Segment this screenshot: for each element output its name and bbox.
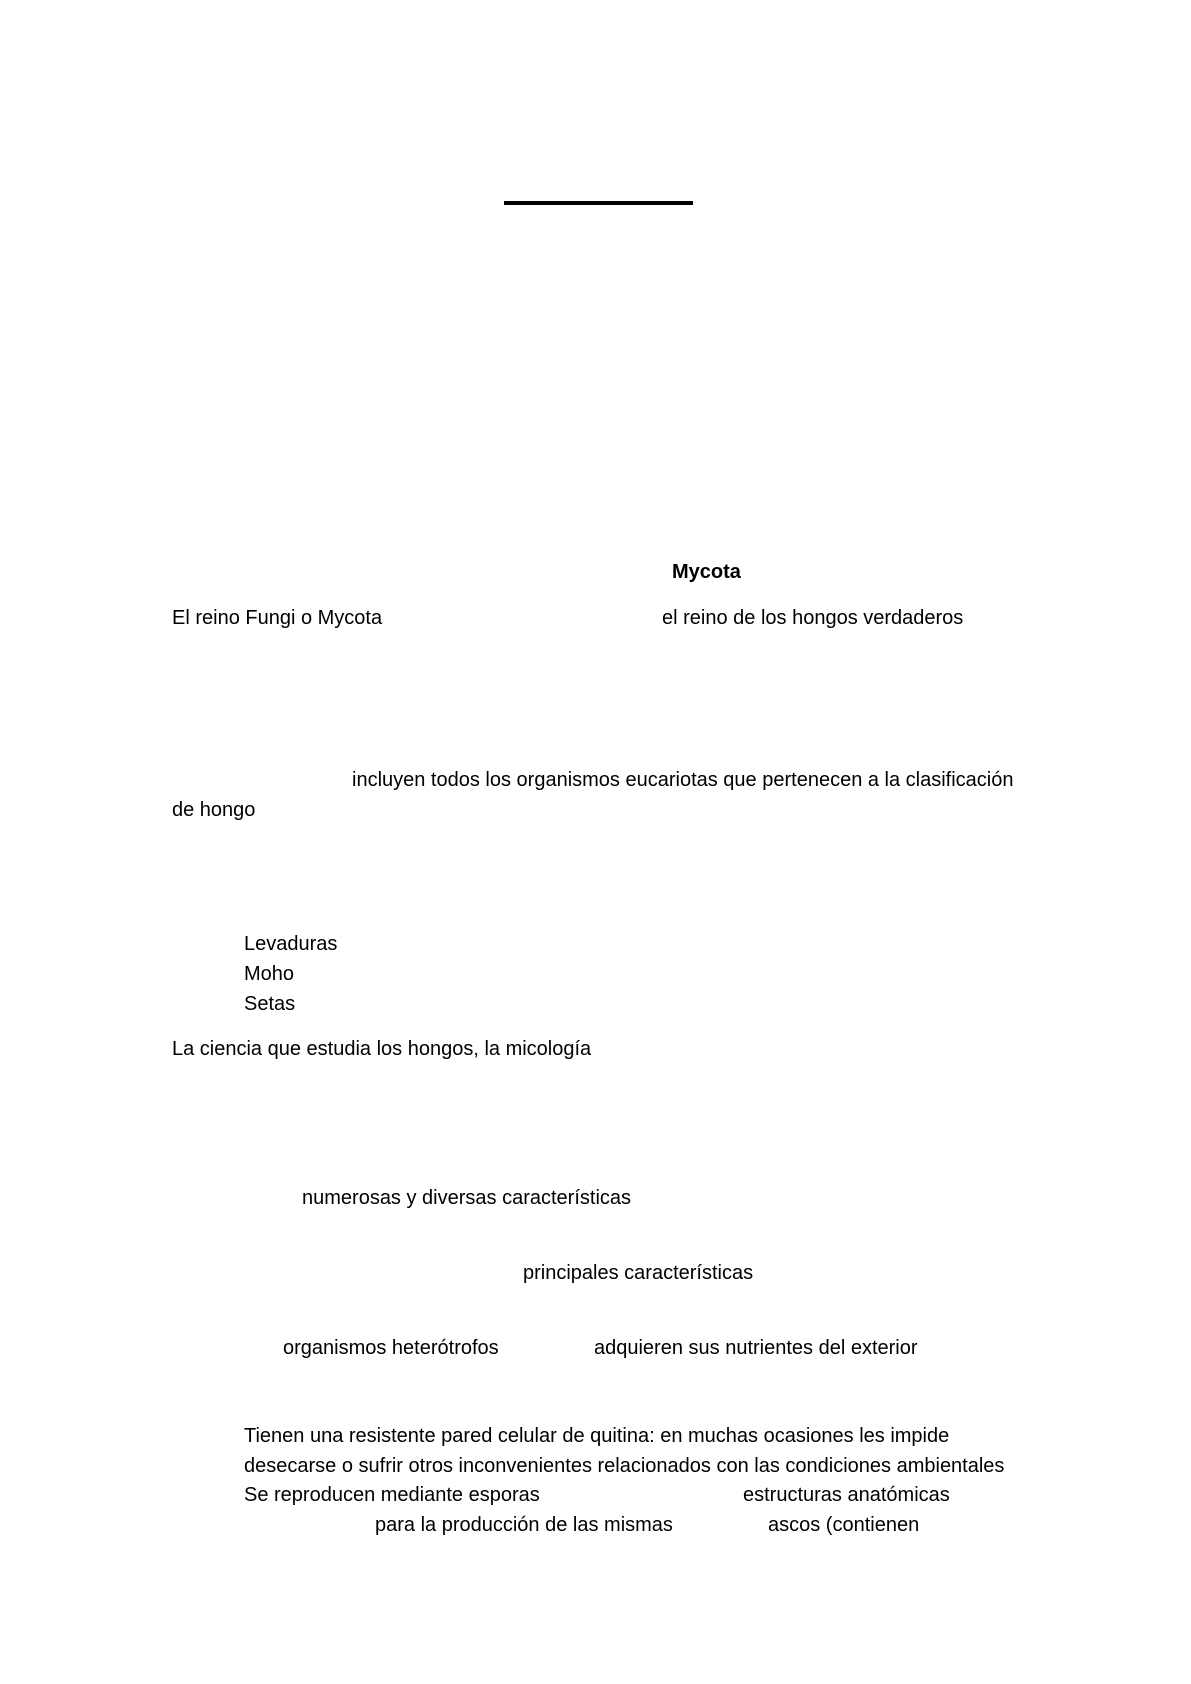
- cell-wall-line-1: Tienen una resistente pared celular de quitina: en muchas ocasiones les impide: [244, 1425, 950, 1447]
- reproduction-line-1-left: Se reproducen mediante esporas: [244, 1484, 540, 1506]
- characteristics-heading-text: principales características: [523, 1262, 754, 1284]
- cell-wall-line-2: desecarse o sufrir otros inconvenientes relacionados con las condiciones ambientales: [244, 1455, 1005, 1477]
- definition-line-2: de hongo: [172, 799, 256, 821]
- reproduction-line-2-right: ascos (contienen: [768, 1514, 920, 1536]
- science-text: La ciencia que estudia los hongos, la micología: [172, 1038, 592, 1060]
- title-underline: [504, 201, 693, 205]
- heterotrophs-right-text: adquieren sus nutrientes del exterior: [594, 1337, 918, 1359]
- definition-line-1: incluyen todos los organismos eucariotas que pertenecen a la clasificación: [352, 769, 1014, 791]
- reproduction-line-1-right: estructuras anatómicas: [743, 1484, 950, 1506]
- list-item: Moho: [244, 963, 295, 985]
- section-heading: Mycota: [672, 561, 741, 583]
- list-item: Setas: [244, 993, 296, 1015]
- intro-left-text: El reino Fungi o Mycota: [172, 607, 383, 629]
- characteristics-intro-text: numerosas y diversas características: [302, 1187, 632, 1209]
- heterotrophs-left-text: organismos heterótrofos: [283, 1337, 499, 1359]
- intro-right-text: el reino de los hongos verdaderos: [662, 607, 964, 629]
- reproduction-line-2-left: para la producción de las mismas: [375, 1514, 673, 1536]
- list-item: Levaduras: [244, 933, 338, 955]
